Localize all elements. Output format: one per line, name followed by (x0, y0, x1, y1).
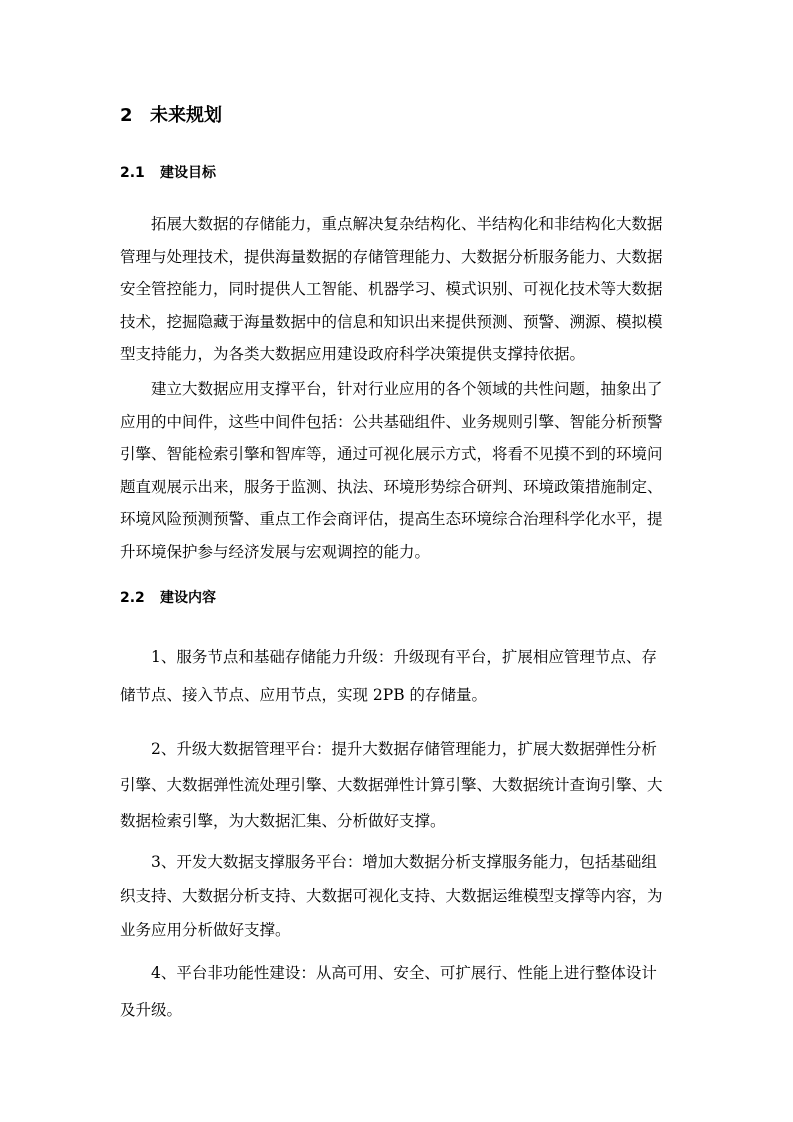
content-item-4 (120, 955, 678, 1029)
paragraph-line: 环境风险预测预警、重点工作会商评估，提高生态环境综合治理科学化水平，提 (120, 510, 663, 529)
paragraph-line: 织支持、大数据分析支持、大数据可视化支持、大数据运维模型支撑等内容，为 (120, 887, 663, 905)
paragraph-line: 3、开发大数据支撑服务平台：增加大数据分析支撑服务能力，包括基础组 (151, 853, 657, 871)
paragraph-goal-2 (120, 373, 678, 569)
paragraph-line: 数据检索引擎，为大数据汇集、分析做好支撑。 (120, 812, 446, 830)
paragraph-line: 业务应用分析做好支撑。 (120, 921, 291, 939)
paragraph-line: 安全管控能力，同时提供人工智能、机器学习、模式识别、可视化技术等大数据 (120, 280, 663, 299)
paragraph-line: 升环境保护参与经济发展与宏观调控的能力。 (120, 542, 431, 561)
paragraph-line: 引擎、大数据弹性流处理引擎、大数据弹性计算引擎、大数据统计查询引擎、大 (120, 776, 663, 794)
paragraph-goal-1 (120, 208, 678, 371)
paragraph-line: 储节点、接入节点、应用节点，实现 2PB 的存储量。 (120, 686, 488, 704)
paragraph-line: 及升级。 (120, 1001, 183, 1019)
paragraph-line: 题直观展示出来，服务于监测、执法、环境形势综合研判、环境政策措施制定、 (120, 477, 663, 496)
content-item-2 (120, 731, 678, 839)
section-title: 未来规划 (150, 105, 222, 126)
paragraph-line: 型支持能力，为各类大数据应用建设政府科学决策提供支撑持依据。 (120, 345, 586, 364)
subsection-title: 建设目标 (160, 165, 216, 181)
paragraph-line: 1、服务节点和基础存储能力升级：升级现有平台，扩展相应管理节点、存 (151, 648, 657, 666)
paragraph-line: 建立大数据应用支撑平台，针对行业应用的各个领域的共性问题，抽象出了 (151, 380, 663, 398)
subsection-number: 2.2 (120, 590, 145, 606)
content-item-1 (120, 638, 678, 714)
paragraph-line: 引擎、智能检索引擎和智库等，通过可视化展示方式，将看不见摸不到的环境问 (120, 445, 663, 464)
paragraph-line: 应用的中间件，这些中间件包括：公共基础组件、业务规则引擎、智能分析预警 (120, 412, 663, 431)
subsection-title: 建设内容 (160, 590, 216, 606)
content-item-3 (120, 845, 678, 947)
paragraph-line: 2、升级大数据管理平台：提升大数据存储管理能力，扩展大数据弹性分析 (151, 740, 657, 758)
subsection-number: 2.1 (120, 165, 145, 181)
subsection-heading-2-1 (120, 163, 216, 183)
section-number: 2 (120, 105, 133, 126)
paragraph-line: 拓展大数据的存储能力，重点解决复杂结构化、半结构化和非结构化大数据 (151, 215, 663, 233)
paragraph-line: 技术，挖掘隐藏于海量数据中的信息和知识出来提供预测、预警、溯源、模拟模 (120, 312, 663, 331)
section-heading (120, 104, 222, 128)
paragraph-line: 4、平台非功能性建设：从高可用、安全、可扩展行、性能上进行整体设计 (151, 964, 657, 982)
paragraph-line: 管理与处理技术，提供海量数据的存储管理能力、大数据分析服务能力、大数据 (120, 247, 663, 266)
subsection-heading-2-2 (120, 588, 216, 608)
